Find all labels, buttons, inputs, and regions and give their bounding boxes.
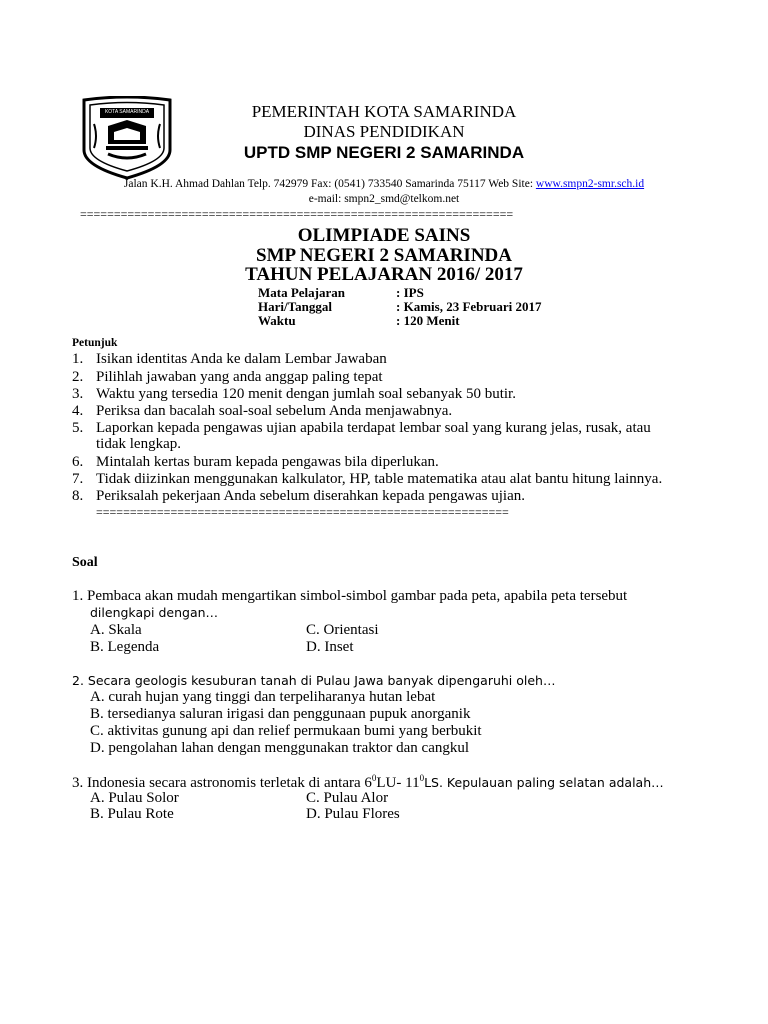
degree-sup: 0 — [419, 773, 425, 783]
header-government: PEMERINTAH KOTA SAMARINDA — [251, 102, 517, 121]
question-1-text-continued: dilengkapi dengan… — [90, 605, 219, 620]
header-department: DINAS PENDIDIKAN — [303, 122, 465, 141]
instruction-text: Tidak diizinkan menggunakan kalkulator, HP, table matematika atau alat bantu hitung lainnya. — [96, 471, 663, 487]
question-3-option-a: A. Pulau Solor — [90, 790, 179, 806]
instructions-separator: ============================================================= — [96, 505, 509, 519]
instruction-text: Waktu yang tersedia 120 menit dengan jumlah soal sebanyak 50 butir. — [96, 386, 516, 402]
question-2-text: 2. Secara geologis kesuburan tanah di Pulau Jawa banyak dipengaruhi oleh… — [72, 673, 556, 688]
soal-heading: Soal — [72, 555, 98, 570]
instruction-item — [72, 351, 387, 368]
instruction-number: 6. — [72, 454, 84, 470]
question-2-option-d: D. pengolahan lahan dengan menggunakan traktor dan cangkul — [90, 740, 470, 756]
instruction-item — [72, 386, 516, 403]
instruction-text: Periksalah pekerjaan Anda sebelum diserahkan kepada pengawas ujian. — [96, 488, 526, 504]
instruction-text-continued: tidak lengkap. — [96, 436, 181, 452]
degree-sup: 0 — [371, 773, 377, 783]
logo-text: KOTA SAMARINDA — [104, 109, 150, 115]
question-3-option-b: B. Pulau Rote — [90, 806, 174, 822]
question-1-option-b: B. Legenda — [90, 639, 160, 655]
header-address — [0, 178, 768, 190]
question-2-option-b: B. tersedianya saluran irigasi dan penggunaan pupuk anorganik — [90, 706, 471, 722]
instruction-item — [72, 454, 439, 471]
info-value-date: : Kamis, 23 Februari 2017 — [396, 299, 542, 314]
question-1-option-d: D. Inset — [306, 639, 354, 655]
header-separator: ================================================================ — [80, 207, 514, 221]
header-school-name: UPTD SMP NEGERI 2 SAMARINDA — [243, 143, 525, 162]
info-value-subject: : IPS — [396, 285, 424, 300]
question-3-prefix: 3. Indonesia secara astronomis terletak di antara 6 — [72, 775, 372, 791]
question-1-option-a: A. Skala — [90, 622, 142, 638]
instruction-text: Mintalah kertas buram kepada pengawas bila diperlukan. — [96, 454, 439, 470]
instruction-item — [72, 369, 383, 386]
instruction-text: Pilihlah jawaban yang anda anggap paling tepat — [96, 369, 383, 385]
question-3-option-c: C. Pulau Alor — [306, 790, 389, 806]
instruction-item — [72, 488, 525, 505]
instruction-number: 8. — [72, 488, 84, 504]
question-2-option-c: C. aktivitas gunung api dan relief permukaan bumi yang berbukit — [90, 723, 482, 739]
website-link[interactable]: www.smpn2-smr.sch.id — [535, 178, 645, 190]
exam-year: TAHUN PELAJARAN 2016/ 2017 — [245, 264, 523, 285]
instruction-number: 5. — [72, 420, 84, 436]
instruction-text: Isikan identitas Anda ke dalam Lembar Jawaban — [96, 351, 387, 367]
instruction-number: 7. — [72, 471, 84, 487]
exam-title: OLIMPIADE SAINS — [297, 225, 471, 246]
instructions-heading: Petunjuk — [72, 337, 118, 349]
instruction-text: Periksa dan bacalah soal-soal sebelum Anda menjawabnya. — [96, 403, 453, 419]
question-3-option-d: D. Pulau Flores — [306, 806, 400, 822]
question-1-text: 1. Pembaca akan mudah mengartikan simbol-simbol gambar pada peta, apabila peta tersebut — [72, 588, 628, 604]
exam-school: SMP NEGERI 2 SAMARINDA — [256, 245, 512, 266]
question-1-option-c: C. Orientasi — [306, 622, 379, 638]
info-label-time: Waktu — [258, 313, 296, 328]
question-3-mid: LU- 11 — [376, 775, 420, 791]
instruction-number: 1. — [72, 351, 84, 367]
question-2-option-a: A. curah hujan yang tinggi dan terpeliharanya hutan lebat — [90, 689, 436, 705]
address-text: Jalan K.H. Ahmad Dahlan Telp. 742979 Fax: (0541) 733540 Samarinda 75117 Web Site: — [123, 178, 536, 190]
instruction-item — [72, 403, 452, 420]
info-label-subject: Mata Pelajaran — [258, 285, 346, 300]
instruction-item — [72, 420, 651, 437]
info-label-date: Hari/Tanggal — [258, 299, 332, 314]
instruction-number: 4. — [72, 403, 84, 419]
question-3-suffix: LS. Kepulauan paling selatan adalah… — [424, 775, 664, 790]
instruction-text: Laporkan kepada pengawas ujian apabila terdapat lembar soal yang kurang jelas, rusak, atau — [96, 420, 651, 436]
instruction-number: 3. — [72, 386, 84, 402]
instruction-number: 2. — [72, 369, 84, 385]
instruction-item — [72, 471, 662, 488]
info-value-time: : 120 Menit — [396, 313, 460, 328]
header-email: e-mail: smpn2_smd@telkom.net — [308, 193, 460, 205]
